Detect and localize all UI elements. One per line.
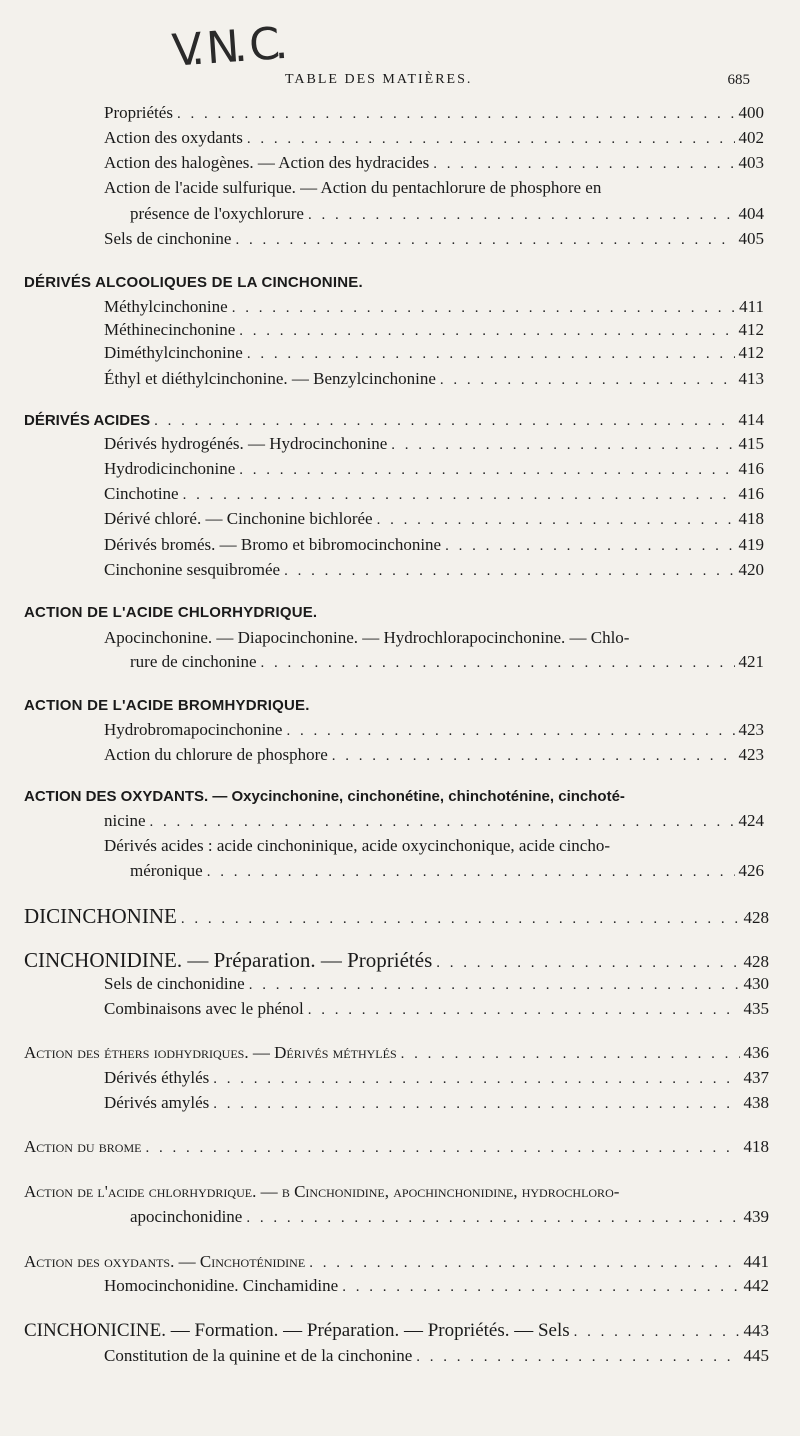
toc-entry: Homocinchonidine. Cinchamidine . . . 442	[104, 1276, 769, 1300]
toc-entry-line: Action de l'acide chlorhydrique. — β Cinchonidine, apochinchonidine, hydrochloro-	[24, 1182, 620, 1201]
toc-entry: Constitution de la quinine et de la cinchonine . . . 445	[104, 1346, 769, 1370]
toc-entry-line: Dérivés acides : acide cinchoninique, acide oxycinchonique, acide cincho-	[104, 836, 611, 855]
section-heading: DÉRIVÉS ALCOOLIQUES DE LA CINCHONINE.	[24, 274, 363, 291]
toc-entry: Cinchonine sesquibromée . . . 420	[104, 560, 764, 584]
toc-entry: Hydrobromapocinchonine . . . 423	[104, 720, 764, 744]
toc-entry: apocinchonidine . . . 439	[130, 1207, 769, 1231]
toc-entry: Propriétés . . . 400	[104, 103, 764, 127]
toc-entry: Action du brome . . . 418	[24, 1137, 769, 1161]
toc-entry: Action des éthers iodhydriques. — Dérivés méthylés . . . 436	[24, 1043, 769, 1067]
toc-entry: nicine . . . 424	[104, 811, 764, 835]
section-heading: ACTION DES OXYDANTS. — Oxycinchonine, cinchonétine, chinchoténine, cinchoté-	[24, 788, 625, 805]
toc-entry: Hydrodicinchonine . . . 416	[104, 459, 764, 483]
toc-entry: Combinaisons avec le phénol . . . 435	[104, 999, 769, 1023]
toc-chapter: CINCHONICINE. — Formation. — Préparation. — Propriétés. — Sels . . . 443	[24, 1320, 769, 1344]
toc-entry: Méthylcinchonine . . . 411	[104, 297, 764, 321]
section-heading: ACTION DE L'ACIDE BROMHYDRIQUE.	[24, 697, 310, 714]
toc-entry: Dérivés bromés. — Bromo et bibromocinchonine . . . 419	[104, 535, 764, 559]
toc-chapter: CINCHONIDINE. — Préparation. — Propriétés . . . 428	[24, 948, 769, 972]
toc-entry: Sels de cinchonine . . . 405	[104, 229, 764, 253]
toc-entry: Méthinecinchonine . . . 412	[104, 320, 764, 344]
toc-entry: présence de l'oxychlorure . . . 404	[130, 204, 764, 228]
toc-entry: Dérivés hydrogénés. — Hydrocinchonine . . . 415	[104, 434, 764, 458]
toc-entry: Dérivés éthylés . . . 437	[104, 1068, 769, 1092]
toc-entry: Action du chlorure de phosphore . . . 423	[104, 745, 764, 769]
header-title: TABLE DES MATIÈRES.	[285, 72, 473, 87]
toc-entry: rure de cinchonine . . . 421	[130, 652, 764, 676]
toc-entry: Action des oxydants. — Cinchoténidine . . . 441	[24, 1252, 769, 1276]
toc-entry-line: Apocinchonine. — Diapocinchonine. — Hydrochlorapocinchonine. — Chlo-	[104, 628, 630, 647]
toc-entry: méronique . . . 426	[130, 861, 764, 885]
toc-entry: Diméthylcinchonine . . . 412	[104, 343, 764, 367]
toc-entry: Action des halogènes. — Action des hydracides . . . 403	[104, 153, 764, 177]
running-header	[0, 72, 800, 94]
section-heading: DÉRIVÉS ACIDES . . . 414	[24, 410, 764, 434]
toc-entry: Cinchotine . . . 416	[104, 484, 764, 508]
toc-entry: Sels de cinchonidine . . . 430	[104, 974, 769, 998]
toc-chapter: DICINCHONINE . . . 428	[24, 904, 769, 928]
toc-entry: Action des oxydants . . . 402	[104, 128, 764, 152]
toc-entry: Dérivé chloré. — Cinchonine bichlorée . . . 418	[104, 509, 764, 533]
library-stamp: V. N. C.	[170, 18, 284, 77]
toc-entry: Dérivés amylés . . . 438	[104, 1093, 769, 1117]
toc-entry-line: Action de l'acide sulfurique. — Action du pentachlorure de phosphore en	[104, 178, 602, 197]
section-heading: ACTION DE L'ACIDE CHLORHYDRIQUE.	[24, 604, 318, 621]
toc-entry: Éthyl et diéthylcinchonine. — Benzylcinchonine . . . 413	[104, 369, 764, 393]
page-number: 685	[727, 72, 750, 88]
